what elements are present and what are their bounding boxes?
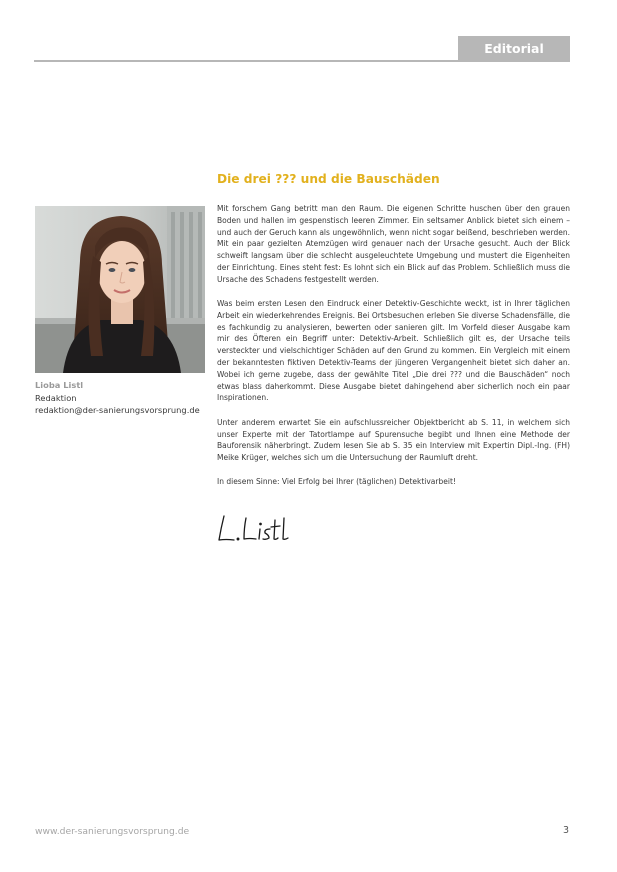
- author-name: Lioba Listl: [35, 380, 84, 390]
- page-number: 3: [563, 825, 570, 836]
- author-email[interactable]: redaktion@der-sanierungsvorsprung.de: [35, 405, 200, 415]
- article-paragraph: Unter anderem erwartet Sie ein aufschlussreicher Objektbericht ab S. 11, in welchem sich unser Experte mit der Tatortlampe auf Spurensuche begibt und Ihnen eine Methode der Bauforensik näherbringt. Zudem lesen Sie ab S. 35 ein Interview mit Expertin Dipl.-Ing. (FH) Meike Krüger, welches sich um die Untersuchung der Raumluft dreht.: [217, 417, 570, 463]
- footer-website[interactable]: www.der-sanierungsvorsprung.de: [35, 826, 190, 837]
- article-paragraph: In diesem Sinne: Viel Erfolg bei Ihrer (täglichen) Detektivarbeit!: [217, 477, 456, 487]
- article-body: [217, 203, 570, 501]
- author-info: [35, 379, 200, 417]
- section-label: Editorial: [458, 36, 570, 60]
- header-divider: [34, 60, 570, 62]
- author-photo: [35, 206, 205, 373]
- handwritten-signature: [214, 512, 294, 546]
- article-paragraph: Mit forschem Gang betritt man den Raum. Die eigenen Schritte huschen über den grauen Boden und hallen im gespenstisch leeren Zimmer. Ein seltsamer Anblick bietet sich einem – und auch der Geruch kann als ungewöhnlich, wenn nicht sogar beißend, beschrieben werden. Mit ein paar gezielten Atemzügen wird genauer nach der Ursache gesucht. Auch der Blick schweift langsam über die schlecht ausgeleuchtete Umgebung und mustert die Eigenheiten der Einrichtung. Eines steht fest: Es lohnt sich ein Blick auf das Problem. Schließlich muss die Ursache des Schadens festgestellt werden.: [217, 204, 570, 284]
- article-paragraph: Was beim ersten Lesen den Eindruck einer Detektiv-Geschichte weckt, ist in Ihrer täglichen Arbeit ein wiederkehrendes Ereignis. Bei Ortsbesuchen erleben Sie diverse Schadensfälle, die es fachkundig zu analysieren, bewerten oder sanieren gilt. Im Vorfeld dieser Ausgabe kam mir des Öfteren ein Begriff unter: Detektiv-Arbeit. Schließlich gilt es, der Ursache teils versteckter und vielschichtiger Schäden auf den Grund zu kommen. Ein Vergleich mit einem der bekanntesten fiktiven Detektiv-Teams der jüngeren Vergangenheit bietet sich daher an. Wobei ich gerne zugebe, dass der gewählte Titel „Die drei ??? und die Bauschäden“ noch etwas blass daherkommt. Diese Ausgabe bietet dahingehend aber sicherlich noch ein paar Inspirationen.: [217, 299, 570, 403]
- author-role: Redaktion: [35, 392, 77, 403]
- article-headline: Die drei ??? und die Bauschäden: [217, 172, 440, 186]
